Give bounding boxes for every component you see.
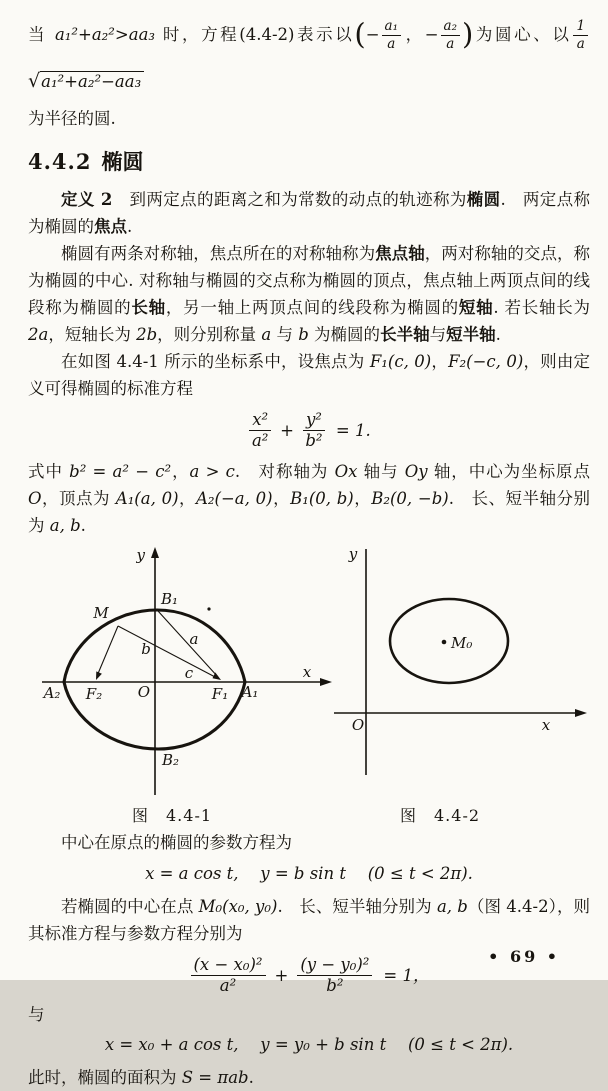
right-paren: ) bbox=[462, 17, 474, 51]
parametric-equation: x = a cos t, y = b sin t (0 ≤ t < 2π). bbox=[145, 863, 473, 883]
left-paren: ( bbox=[354, 17, 366, 51]
figure-4-4-1 bbox=[28, 545, 338, 799]
label-f2: F₂ bbox=[85, 684, 103, 703]
label-b1: B₁ bbox=[161, 589, 179, 608]
text-run: . 对称轴为 bbox=[234, 461, 335, 481]
shifted-center-paragraph bbox=[28, 893, 590, 947]
intro-text: 为半径的圆. bbox=[28, 109, 116, 128]
figures-row bbox=[28, 545, 590, 799]
intro-paragraph-line2 bbox=[28, 105, 590, 132]
segment-m-f2 bbox=[97, 626, 118, 676]
text-run: ，顶点为 bbox=[41, 488, 116, 508]
text-run: （图 4.4-2），则其标准方程与参数方程分别为 bbox=[28, 896, 591, 943]
text-run: . bbox=[127, 217, 133, 236]
text-run: ， bbox=[431, 352, 449, 371]
vertices-paragraph bbox=[28, 458, 590, 539]
label-origin: O bbox=[351, 715, 365, 734]
fraction-x2-over-a2: $\frac{\text{x²}}{\text{a²}}$ bbox=[249, 411, 271, 451]
fraction-a1-over-a: $\frac{\text{a₁}}{a}$ bbox=[382, 19, 401, 52]
text-run: a bbox=[261, 325, 272, 344]
equation-rhs: = 1， bbox=[383, 965, 430, 985]
stray-dot bbox=[207, 607, 210, 610]
fraction-a2-over-a: $\frac{\text{a₂}}{a}$ bbox=[441, 19, 460, 52]
conjunction-text: 与 bbox=[28, 1004, 45, 1024]
comma-minus: ，− bbox=[403, 25, 439, 44]
fraction-y2-over-b2: $\frac{\text{y²}}{\text{b²}}$ bbox=[303, 411, 325, 451]
section-heading bbox=[28, 146, 590, 176]
equation-rhs: = 1. bbox=[335, 420, 371, 440]
standard-equation bbox=[28, 411, 590, 451]
label-origin: O bbox=[137, 682, 150, 701]
text-run: 轴与 bbox=[357, 461, 405, 481]
figure1-caption: 图 4.4-1 bbox=[132, 805, 213, 825]
text-run: B₂(0, −b) bbox=[371, 488, 449, 508]
label-y-axis: y bbox=[348, 544, 358, 563]
label-a: a bbox=[189, 629, 199, 648]
text-run: . 若长轴长为 bbox=[493, 298, 590, 317]
intro-text: 为圆心、以 bbox=[473, 25, 572, 44]
plus-sign: + bbox=[280, 420, 294, 440]
terminology-paragraph bbox=[28, 240, 590, 348]
text-run: 与 bbox=[271, 325, 299, 344]
text-run: 与 bbox=[429, 325, 447, 344]
text-run: b bbox=[298, 325, 309, 344]
text-run: 式中 bbox=[28, 461, 70, 481]
section-title: 椭圆 bbox=[101, 149, 144, 174]
x-axis-arrow-icon bbox=[575, 709, 587, 717]
definition-paragraph bbox=[28, 186, 590, 240]
label-a1: A₁ bbox=[241, 682, 259, 701]
text-run: . 长、短半轴分别为 bbox=[277, 896, 437, 916]
text-run: 椭圆有两条对称轴，焦点所在的对称轴称为 bbox=[61, 244, 376, 263]
text-run: ， bbox=[178, 488, 197, 508]
text-run: 焦点 bbox=[94, 217, 127, 236]
plus-sign: + bbox=[274, 965, 289, 985]
segment-m-f1 bbox=[118, 626, 217, 678]
label-m: M bbox=[93, 603, 109, 622]
text-run: a, b bbox=[436, 896, 468, 916]
text-run: A₂(−a, 0) bbox=[196, 488, 273, 508]
text-run: a > c bbox=[189, 461, 235, 481]
text-run: F₁(c, 0) bbox=[369, 352, 432, 371]
text-run: 中心在原点的椭圆的参数方程为 bbox=[61, 832, 292, 852]
label-f1: F₁ bbox=[211, 684, 229, 703]
label-m0: M₀ bbox=[451, 633, 473, 652]
text-run: a, b bbox=[49, 515, 81, 535]
fraction-1-over-a: $\frac{1}{a}$ bbox=[573, 19, 588, 52]
text-run: 短轴 bbox=[458, 298, 494, 317]
text-run: F₂(−c, 0) bbox=[448, 352, 524, 371]
text-run: 为椭圆的 bbox=[308, 325, 381, 344]
text-run: S = πab bbox=[181, 1067, 249, 1087]
label-b2: B₂ bbox=[162, 750, 180, 769]
figure2-caption: 图 4.4-2 bbox=[400, 805, 481, 825]
text-run: . bbox=[80, 515, 86, 535]
intro-condition-math: a₁²+a₂²>aa₃ bbox=[54, 25, 156, 44]
text-run: 短半轴 bbox=[446, 325, 496, 344]
text-run: 到两定点的距离之和为常数的动点的轨迹称为 bbox=[112, 190, 467, 209]
ellipse-outline bbox=[390, 599, 508, 683]
parametric-intro-paragraph bbox=[28, 829, 590, 856]
text-run: 长半轴 bbox=[380, 325, 430, 344]
text-run: A₁(a, 0) bbox=[115, 488, 179, 508]
text-run: 此时，椭圆的面积为 bbox=[28, 1067, 182, 1087]
text-run: B₁(0, b) bbox=[290, 488, 354, 508]
page-number: • 69 • bbox=[488, 947, 560, 966]
text-run: . bbox=[248, 1067, 254, 1087]
radical-sign: √ bbox=[28, 70, 41, 92]
text-run: 轴，中心为坐标原点 bbox=[427, 461, 591, 481]
label-x-axis: x bbox=[302, 662, 312, 681]
text-run: ，则分别称量 bbox=[157, 325, 262, 344]
fraction-yy0-over-b2: $\frac{\text{(y − y₀)²}}{\text{b²}}$ bbox=[297, 956, 372, 996]
intro-text: 当 bbox=[28, 25, 55, 44]
text-run: Oy bbox=[404, 461, 428, 481]
label-a2: A₂ bbox=[43, 683, 61, 702]
text-run: 椭圆 bbox=[466, 190, 501, 209]
shifted-parametric-equation: x = x₀ + a cos t, y = y₀ + b sin t (0 ≤ t < 2π). bbox=[104, 1034, 514, 1054]
radical-expression bbox=[28, 72, 144, 91]
intro-text: 时，方程(4.4-2)表示以 bbox=[155, 25, 355, 44]
text-run: b² = a² − c² bbox=[69, 461, 172, 481]
text-run: ， bbox=[272, 488, 291, 508]
arrowhead-f1-icon bbox=[213, 672, 222, 680]
area-paragraph bbox=[28, 1064, 590, 1091]
text-run: ，另一轴上两顶点间的线段称为椭圆的 bbox=[165, 298, 459, 317]
minus-sign: − bbox=[365, 25, 380, 44]
arrowhead-f2-icon bbox=[96, 671, 102, 680]
intro-paragraph-line1 bbox=[28, 12, 590, 105]
coordinate-paragraph bbox=[28, 348, 590, 402]
definition-body bbox=[28, 190, 590, 236]
text-run: 若椭圆的中心在点 bbox=[61, 896, 199, 916]
text-run: 在如图 4.4-1 所示的坐标系中，设焦点为 bbox=[61, 352, 370, 371]
definition-label: 定义 2 bbox=[61, 190, 113, 209]
text-run: ，两对称轴的交点，称为椭圆的中心. 对称轴与椭圆的交点称为椭圆的顶点，焦点轴上两顶点间的线段称为椭圆的 bbox=[28, 244, 591, 317]
text-run: . bbox=[495, 325, 501, 344]
label-b: b bbox=[141, 639, 151, 658]
label-x-axis: x bbox=[541, 715, 551, 734]
text-run: ， bbox=[353, 488, 372, 508]
text-run: 焦点轴 bbox=[375, 244, 425, 263]
text-run: . 两定点称为椭圆的 bbox=[28, 190, 591, 236]
text-run: M₀(x₀, y₀) bbox=[198, 896, 278, 916]
center-point-dot bbox=[442, 640, 447, 645]
text-run: ，则由定义可得椭圆的标准方程 bbox=[28, 352, 591, 398]
label-c: c bbox=[184, 663, 194, 682]
text-run: Ox bbox=[334, 461, 358, 481]
text-run: . 长、短半轴分别为 bbox=[28, 488, 590, 535]
section-number: 4.4.2 bbox=[28, 149, 92, 174]
radicand: a₁²+a₂²−aa₃ bbox=[40, 71, 144, 91]
text-run: 2a bbox=[28, 325, 49, 344]
text-run: 2b bbox=[136, 325, 158, 344]
text-run: ，短轴长为 bbox=[48, 325, 137, 344]
figure-captions bbox=[28, 803, 590, 829]
y-axis-arrow-icon bbox=[151, 547, 159, 558]
label-y-axis: y bbox=[136, 545, 145, 564]
fraction-xx0-over-a2: $\frac{\text{(x − x₀)²}}{\text{a²}}$ bbox=[191, 956, 266, 996]
text-run: O bbox=[28, 488, 42, 508]
text-run: ， bbox=[171, 461, 190, 481]
figure-4-4-2 bbox=[331, 545, 596, 799]
text-run: 长轴 bbox=[131, 298, 166, 317]
